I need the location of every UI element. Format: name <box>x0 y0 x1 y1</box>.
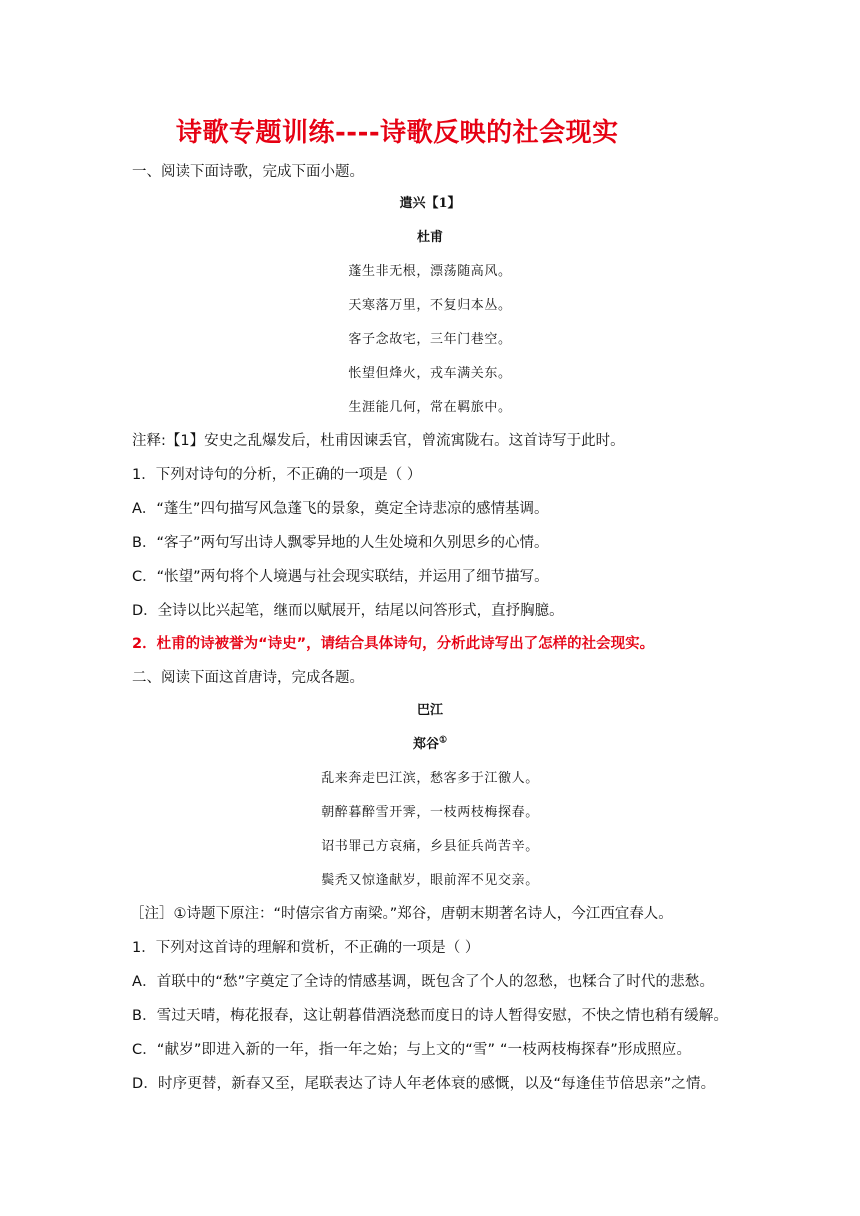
poem1-note: 注释:【1】安史之乱爆发后，杜甫因谏丢官，曾流寓陇右。这首诗写于此时。 <box>132 433 625 449</box>
poem1-author: 杜甫 <box>416 230 443 245</box>
poem2-author-line <box>0 733 860 752</box>
section2-heading: 二、阅读下面这首唐诗，完成各题。 <box>132 670 364 686</box>
page-title: 诗歌专题训练----诗歌反映的社会现实 <box>176 118 619 148</box>
s1-option-b: B．“客子”两句写出诗人飘零异地的人生处境和久别思乡的心情。 <box>132 535 549 551</box>
poem2-title: 巴江 <box>416 703 443 718</box>
poem1-title: 遣兴【1】 <box>399 196 461 211</box>
footnote-marker: ① <box>438 735 448 746</box>
s2-question-1: 1．下列对这首诗的理解和赏析，不正确的一项是（ ） <box>132 940 480 956</box>
s2-option-b: B．雪过天晴，梅花报春，这让朝暮借酒浇愁而度日的诗人暂得安慰，不快之情也稍有缓解。 <box>132 1008 729 1024</box>
poem1-line: 天寒落万里，不复归本丛。 <box>348 298 512 313</box>
s1-question-2: 2．杜甫的诗被誉为“诗史”，请结合具体诗句，分析此诗写出了怎样的社会现实。 <box>132 636 655 652</box>
s2-option-c: C．“献岁”即进入新的一年，指一年之始；与上文的“雪” “一枝两枝梅探春”形成照应。 <box>132 1042 692 1058</box>
poem2-author: 郑谷 <box>412 737 439 752</box>
s1-question-1: 1．下列对诗句的分析，不正确的一项是（ ） <box>132 467 422 483</box>
poem1-line: 生涯能几何，常在羁旅中。 <box>348 400 512 415</box>
s1-option-d: D．全诗以比兴起笔，继而以赋展开，结尾以问答形式，直抒胸臆。 <box>132 603 564 619</box>
poem2-line: 乱来奔走巴江滨，愁客多于江徼人。 <box>321 771 539 786</box>
poem1-line: 蓬生非无根，漂荡随高风。 <box>348 264 512 279</box>
s1-option-c: C．“怅望”两句将个人境遇与社会现实联结，并运用了细节描写。 <box>132 569 549 585</box>
poem2-line: 诏书罪己方哀痛，乡县征兵尚苦辛。 <box>321 839 539 854</box>
poem2-line: 朝醉暮醉雪开霁，一枝两枝梅探春。 <box>321 805 539 820</box>
poem2-note: ［注］①诗题下原注：“时僖宗省方南梁。”郑谷，唐朝末期著名诗人，今江西宜春人。 <box>130 906 673 922</box>
poem1-line: 客子念故宅，三年门巷空。 <box>348 332 512 347</box>
poem1-line: 怅望但烽火，戎车满关东。 <box>348 366 512 381</box>
poem2-line: 鬓秃又惊逢献岁，眼前浑不见交亲。 <box>321 873 539 888</box>
section1-heading: 一、阅读下面诗歌，完成下面小题。 <box>132 164 364 180</box>
s2-option-a: A．首联中的“愁”字奠定了全诗的情感基调，既包含了个人的忽愁，也糅合了时代的悲愁。 <box>132 974 715 990</box>
s1-option-a: A．“蓬生”四句描写风急蓬飞的景象，奠定全诗悲凉的感情基调。 <box>132 501 549 517</box>
s2-option-d: D．时序更替，新春又至，尾联表达了诗人年老体衰的感慨，以及“每逢佳节倍思亲”之情。 <box>132 1076 716 1092</box>
